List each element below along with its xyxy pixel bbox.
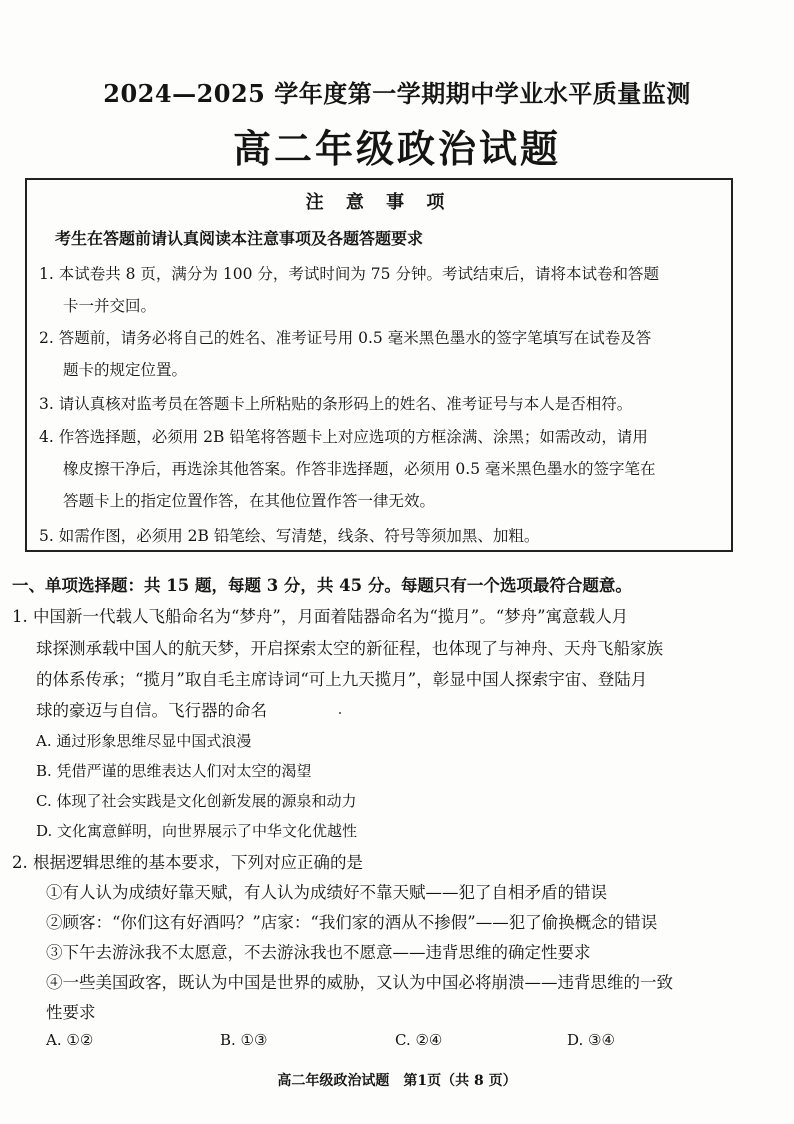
question-1-stem-line: 1. 中国新一代载人飞船命名为“梦舟”，月面着陆器命名为“揽月”。“梦舟”寓意载人月 [12, 607, 629, 626]
exam-subtitle: 2024—2025 学年度第一学期期中学业水平质量监测 [103, 79, 691, 108]
notice-intro: 考生在答题前请认真阅读本注意事项及各题答题要求 [55, 229, 424, 248]
notice-line: 卡一并交回。 [63, 297, 157, 315]
question-2-item: ②顾客：“你们这有好酒吗？”店家：“我们家的酒从不掺假”——犯了偷换概念的错误 [46, 913, 658, 932]
notice-heading: 注 意 事 项 [305, 192, 453, 213]
question-2-item: ①有人认为成绩好靠天赋，有人认为成绩好不靠天赋——犯了自相矛盾的错误 [46, 883, 607, 902]
notice-line: 3. 请认真核对监考员在答题卡上所粘贴的条形码上的姓名、准考证号与本人是否相符。 [39, 395, 633, 413]
notice-line: 题卡的规定位置。 [63, 361, 188, 379]
question-2-option-d: D. ③④ [567, 1031, 615, 1049]
question-2-option-b: B. ①③ [220, 1031, 268, 1049]
question-1-stem-line: 球的豪迈与自信。飞行器的命名 [36, 701, 267, 720]
question-2-option-c: C. ②④ [395, 1031, 443, 1049]
notice-line: 5. 如需作图，必须用 2B 铅笔绘、写清楚，线条、符号等须加黑、加粗。 [39, 527, 540, 545]
question-1-option-a: A. 通过形象思维尽显中国式浪漫 [36, 732, 252, 750]
notice-line: 2. 答题前，请务必将自己的姓名、准考证号用 0.5 毫米黑色墨水的签字笔填写在试卷及答 [39, 329, 652, 347]
question-1-option-b: B. 凭借严谨的思维表达人们对太空的渴望 [36, 762, 312, 780]
notice-line: 1. 本试卷共 8 页，满分为 100 分，考试时间为 75 分钟。考试结束后，请将本试卷和答题 [39, 265, 659, 283]
question-2-option-a: A. ①② [46, 1031, 94, 1049]
notice-line: 4. 作答选择题，必须用 2B 铅笔将答题卡上对应选项的方框涂满、涂黑；如需改动，请用 [39, 428, 648, 446]
question-1-stem-line: 的体系传承；“揽月”取自毛主席诗词“可上九天揽月”，彰显中国人探索宇宙、登陆月 [36, 670, 648, 689]
question-1-option-c: C. 体现了社会实践是文化创新发展的源泉和动力 [36, 792, 357, 810]
page-footer: 高二年级政治试题 第1页（共 8 页） [277, 1073, 517, 1089]
section-heading: 一、单项选择题：共 15 题，每题 3 分，共 45 分。每题只有一个选项最符合题意。 [12, 576, 632, 595]
question-2-item: 性要求 [46, 1003, 96, 1022]
notice-line: 橡皮擦干净后，再选涂其他答案。作答非选择题，必须用 0.5 毫米黑色墨水的签字笔在 [63, 460, 656, 478]
notice-line: 答题卡上的指定位置作答，在其他位置作答一律无效。 [63, 492, 436, 510]
exam-title: 高二年级政治试题 [232, 126, 561, 171]
question-1-option-d: D. 文化寓意鲜明，向世界展示了中华文化优越性 [36, 822, 358, 840]
question-1-stem-line: 球探测承载中国人的航天梦，开启探索太空的新征程，也体现了与神舟、天舟飞船家族 [36, 639, 663, 658]
question-2-item: ④一些美国政客，既认为中国是世界的威胁，又认为中国必将崩溃——违背思维的一致 [46, 973, 673, 992]
notice-box [25, 178, 733, 552]
scan-speck [339, 712, 341, 714]
question-2-item: ③下午去游泳我不太愿意，不去游泳我也不愿意——违背思维的确定性要求 [46, 943, 591, 962]
question-2-stem: 2. 根据逻辑思维的基本要求，下列对应正确的是 [12, 853, 363, 872]
